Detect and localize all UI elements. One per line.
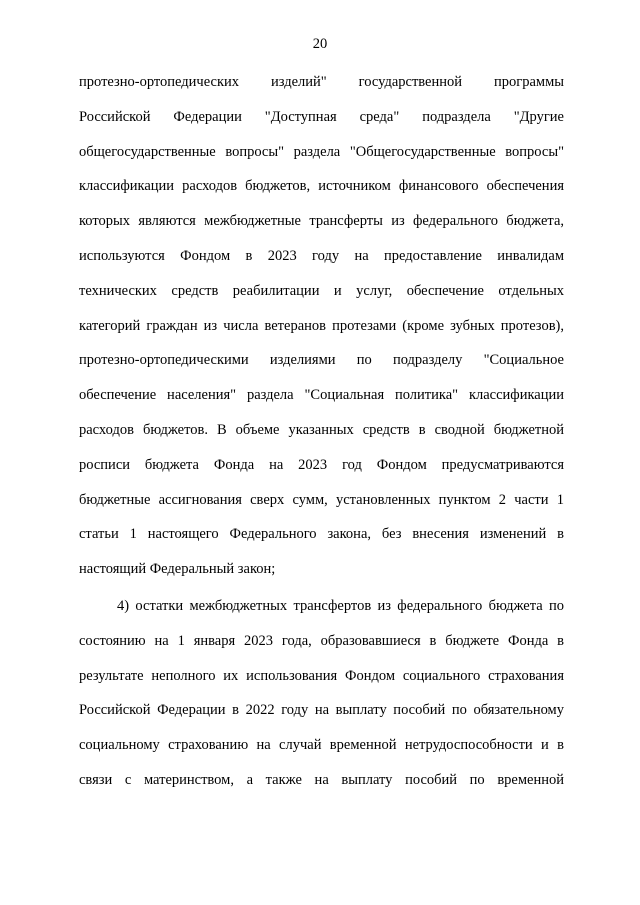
- text-line: общегосударственные вопросы" раздела "Общегосударственные вопросы": [79, 143, 564, 160]
- text-line: протезно-ортопедических изделий" государственной программы: [79, 74, 564, 90]
- text-line: социальному страхованию на случай временной нетрудоспособности и в: [79, 737, 564, 754]
- text-line: Российской Федерации "Доступная среда" подраздела "Другие: [79, 108, 564, 125]
- text-line: росписи бюджета Фонда на 2023 год Фондом предусматриваются: [79, 456, 564, 473]
- paragraph-start-line: 4) остатки межбюджетных трансфертов из федерального бюджета по: [117, 597, 564, 614]
- text-line: классификации расходов бюджетов, источником финансового обеспечения: [79, 178, 564, 195]
- text-line: технических средств реабилитации и услуг, обеспечение отдельных: [79, 282, 564, 299]
- paragraph-end-line: настоящий Федеральный закон;: [79, 561, 276, 578]
- text-line: Российской Федерации в 2022 году на выплату пособий по обязательному: [79, 702, 564, 719]
- text-line: которых являются межбюджетные трансферты из федерального бюджета,: [79, 213, 564, 230]
- text-line: статьи 1 настоящего Федерального закона, без внесения изменений в: [79, 526, 564, 543]
- text-line: используются Фондом в 2023 году на предоставление инвалидам: [79, 247, 564, 264]
- text-line: связи с материнством, а также на выплату пособий по временной: [79, 771, 564, 788]
- text-line: состоянию на 1 января 2023 года, образовавшиеся в бюджете Фонда в: [79, 632, 564, 649]
- page-number: 20: [312, 36, 328, 52]
- text-line: обеспечение населения" раздела "Социальная политика" классификации: [79, 387, 564, 404]
- text-line: категорий граждан из числа ветеранов протезами (кроме зубных протезов),: [79, 317, 564, 334]
- text-line: результате неполного их использования Фондом социального страхования: [79, 667, 564, 684]
- document-body: [79, 73, 564, 806]
- text-line: протезно-ортопедическими изделиями по подразделу "Социальное: [79, 352, 564, 369]
- text-line: бюджетные ассигнования сверх сумм, установленных пунктом 2 части 1: [79, 491, 564, 508]
- text-line: расходов бюджетов. В объеме указанных средств в сводной бюджетной: [79, 421, 564, 438]
